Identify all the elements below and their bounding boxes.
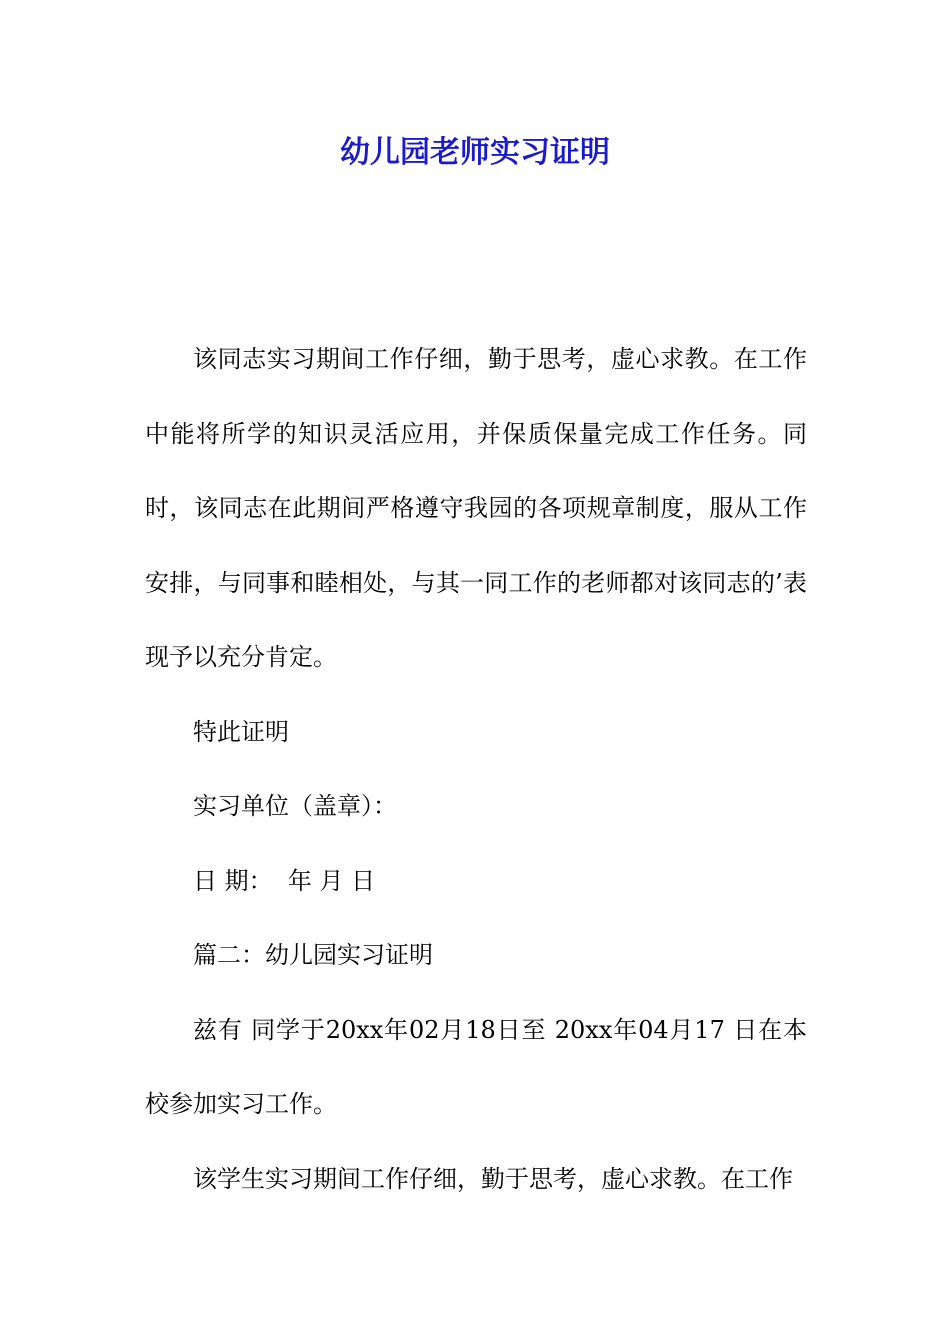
document-body — [145, 322, 807, 1216]
paragraph-certify: 特此证明 — [193, 717, 289, 746]
paragraph-internship-period: 兹有 同学于20xx年02月18日至 20xx年04月17 日在本校参加实习工作。 — [145, 1015, 807, 1118]
paragraph-evaluation: 该同志实习期间工作仔细，勤于思考，虚心求教。在工作中能将所学的知识灵活应用，并保质保量完成工作任务。同时，该同志在此期间严格遵守我园的各项规章制度，服从工作安排，与同事和睦相处，与其一同工作的老师都对该同志的’表现予以充分肯定。 — [145, 345, 807, 671]
paragraph-section-two-heading: 篇二：幼儿园实习证明 — [193, 941, 433, 969]
paragraph-date: 日 期： 年 月 日 — [193, 866, 376, 895]
document-title: 幼儿园老师实习证明 — [340, 135, 610, 170]
paragraph-student-evaluation: 该学生实习期间工作仔细，勤于思考，虚心求教。在工作 — [193, 1164, 793, 1193]
paragraph-stamp-unit: 实习单位（盖章）： — [193, 792, 397, 820]
